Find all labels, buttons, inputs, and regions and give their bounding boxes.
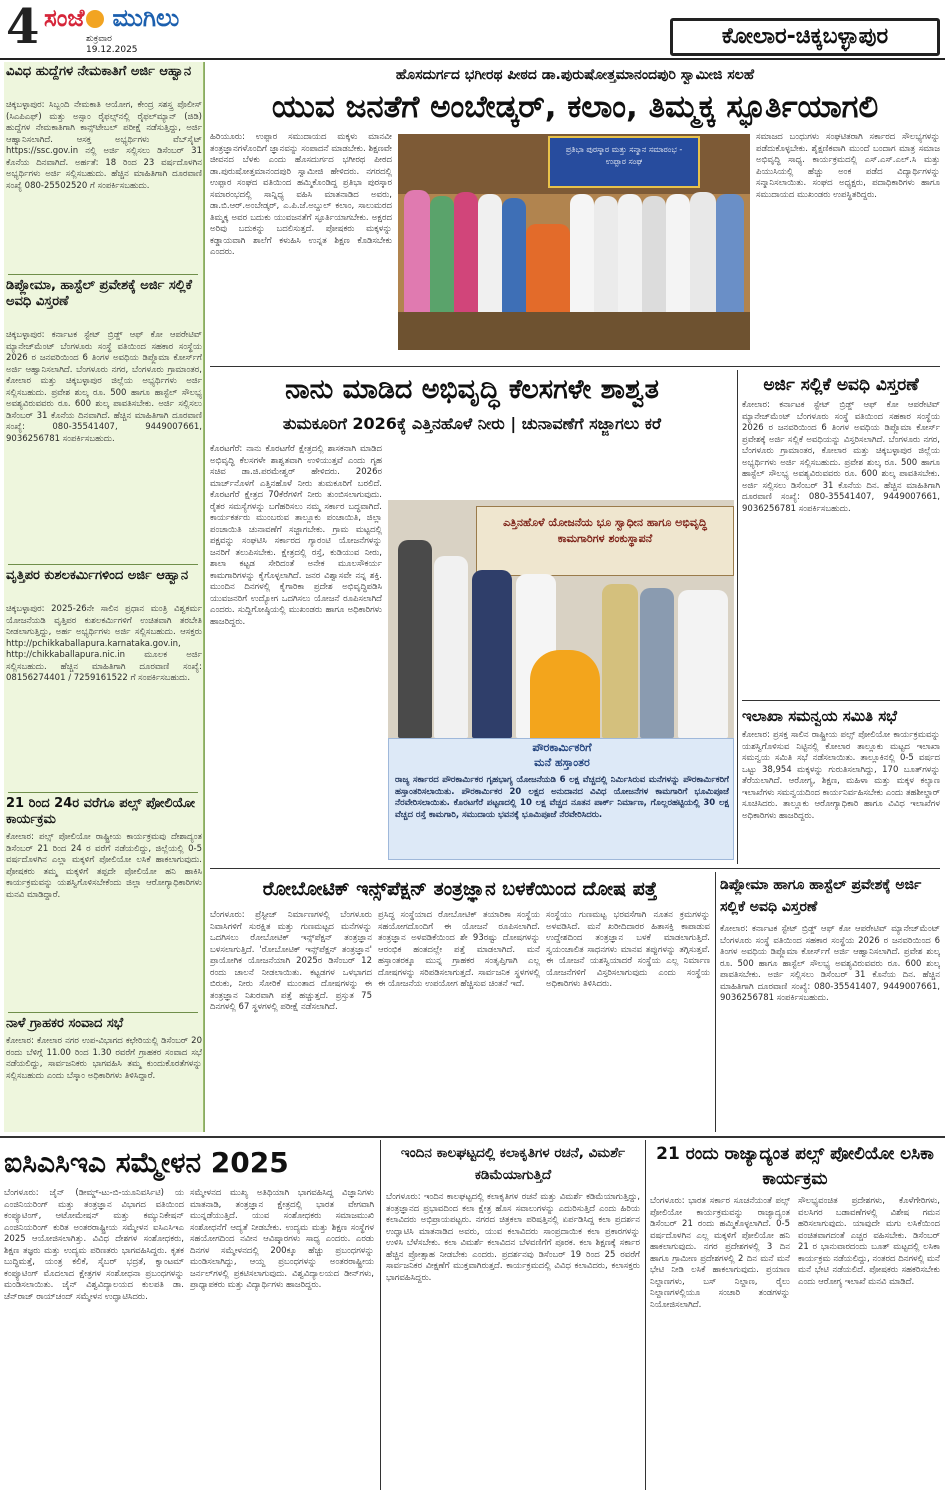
photo-person xyxy=(454,192,478,314)
article2-photo xyxy=(388,500,734,738)
column-divider xyxy=(715,872,716,1132)
article6-body: ಕೋಲಾರ: ಕರ್ನಾಟಕ ಸ್ಟೇಟ್ ಬ್ರಿಡ್ಜ್ ಆಫ್ ಕೋ ಆಪರೇಟಿವ್ ಮ್ಯಾನೇಜ್‌ಮೆಂಟ್ ಬೆಂಗಳೂರು ಸಂಸ್ಥೆ ವತಿಯಿಂದ ಸಹಕಾರ ಸಂಸ್ಥೆಯ 2026 ರ ಜನವರಿಯಿಂದ 6 ತಿಂಗಳ ಅವಧಿಯ ಡಿಪ್ಲೊಮಾ ಕೋರ್ಸ್‌ಗೆ ಅರ್ಜಿ ಆಹ್ವಾನಿಸಲಾಗಿದೆ. ಪ್ರವೇಶ ಶುಲ್ಕ ರೂ. 500 ಹಾಗೂ ಹಾಸ್ಟೆಲ್ ಸೌಲಭ್ಯ ಅವಶ್ಯವಿರುವವರು ರೂ. 600 ಶುಲ್ಕ ಪಾವತಿಸಬೇಕು. ಅರ್ಜಿ ಸಲ್ಲಿಸಲು ಡಿಸೆಂಬರ್ 31 ಕೊನೆಯ ದಿನ. ಹೆಚ್ಚಿನ ಮಾಹಿತಿಗಾಗಿ ದೂರವಾಣಿ ಸಂಖ್ಯೆ: 080-35541407, 9449007661, 9036256781 ಸಂಪರ್ಕಿಸಬಹುದು. xyxy=(720,924,940,1003)
article1-headline: ಯುವ ಜನತೆಗೆ ಅಂಬೇಡ್ಕರ್, ಕಲಾಂ, ತಿಮ್ಮಕ್ಕ ಸ್ಫೂರ್ತಿಯಾಗಲಿ xyxy=(271,89,879,125)
newspaper-logo xyxy=(44,2,244,36)
article4-headline: ಇಲಾಖಾ ಸಮನ್ವಯ ಸಮಿತಿ ಸಭೆ xyxy=(742,707,898,725)
article-divider xyxy=(210,366,940,367)
rail-news3-headline: ವೃತ್ತಿಪರ ಕುಶಲಕರ್ಮಿಗಳಿಂದ ಅರ್ಜಿ ಆಹ್ವಾನ xyxy=(6,568,189,583)
lamp-garland xyxy=(530,650,600,738)
article4-body: ಕೋಲಾರ: ಪ್ರಸಕ್ತ ಸಾಲಿನ ರಾಷ್ಟ್ರೀಯ ಪಲ್ಸ್ ಪೋಲಿಯೋ ಕಾರ್ಯಕ್ರಮವನ್ನು ಯಶಸ್ವಿಗೊಳಿಸುವ ನಿಟ್ಟಿನಲ್ಲಿ ಕೋಲಾರ ತಾಲ್ಲೂಕು ಮಟ್ಟದ ಇಲಾಖಾ ಸಮನ್ವಯ ಸಮಿತಿ ಸಭೆ ನಡೆಸಲಾಯಿತು. ತಾಲ್ಲೂಕಿನಲ್ಲಿ 0-5 ವರ್ಷದ ಒಟ್ಟು 38,954 ಮಕ್ಕಳನ್ನು ಗುರುತಿಸಲಾಗಿದ್ದು, 170 ಬೂತ್‌ಗಳನ್ನು ತೆರೆಯಲಾಗಿದೆ. ಆರೋಗ್ಯ, ಶಿಕ್ಷಣ, ಮಹಿಳಾ ಮತ್ತು ಮಕ್ಕಳ ಕಲ್ಯಾಣ ಇಲಾಖೆಗಳು ಸಮನ್ವಯದಿಂದ ಕಾರ್ಯನಿರ್ವಹಿಸಬೇಕು ಎಂದು ತಹಶೀಲ್ದಾರ್ ಸೂಚಿಸಿದರು. ತಾಲ್ಲೂಕು ಆರೋಗ್ಯಾಧಿಕಾರಿ ಹಾಗೂ ವಿವಿಧ ಇಲಾಖೆಗಳ ಅಧಿಕಾರಿಗಳು ಹಾಜರಿದ್ದರು. xyxy=(742,730,940,821)
callout-title: ಪೌರಕಾರ್ಮಿಕರಿಗೆ xyxy=(532,741,592,754)
page-number: 4 xyxy=(6,2,40,52)
issue-date: 19.12.2025 xyxy=(86,45,138,55)
section-divider xyxy=(0,1136,945,1138)
article7-column1: ಬೆಂಗಳೂರು: ಜೈನ್ (ಡೀಮ್ಡ್-ಟು-ಬಿ-ಯೂನಿವರ್ಸಿಟಿ) ಯ ಎಂಜಿನಿಯರಿಂಗ್ ಮತ್ತು ತಂತ್ರಜ್ಞಾನ ವಿಭಾಗದ ವತಿಯಿಂದ ಕಂಪ್ಯೂಟಿಂಗ್, ಆಟೋಮೇಷನ್ ಮತ್ತು ಕಮ್ಯುನಿಕೇಷನ್ ಎಂಜಿನಿಯರಿಂಗ್ ಕುರಿತ ಅಂತರರಾಷ್ಟ್ರೀಯ ಸಮ್ಮೇಳನ ಐಸಿಎಸಿಇಎ 2025 ಆಯೋಜಿಸಲಾಗಿತ್ತು. ವಿವಿಧ ದೇಶಗಳ ಸಂಶೋಧಕರು, ಶಿಕ್ಷಣ ತಜ್ಞರು ಮತ್ತು ಉದ್ಯಮ ಪರಿಣತರು ಭಾಗವಹಿಸಿದ್ದರು. ಕೃತಕ ಬುದ್ಧಿಮತ್ತೆ, ಯಂತ್ರ ಕಲಿಕೆ, ಸೈಬರ್ ಭದ್ರತೆ, ಕ್ವಾಂಟಮ್ ಕಂಪ್ಯೂಟಿಂಗ್ ಮೊದಲಾದ ಕ್ಷೇತ್ರಗಳ ಸಂಶೋಧನಾ ಪ್ರಬಂಧಗಳನ್ನು ಮಂಡಿಸಲಾಯಿತು. ಜೈನ್ ವಿಶ್ವವಿದ್ಯಾಲಯದ ಕುಲಪತಿ ಡಾ. ಚೆನ್‌ರಾಜ್ ರಾಯ್‌ಚಂದ್ ಸಮ್ಮೇಳನ ಉದ್ಘಾಟಿಸಿದರು. xyxy=(4,1188,184,1302)
article5-column2: ಪ್ರಸಿದ್ಧ ಸಂಸ್ಥೆಯಾದ ರೋಬೋಟಿಕ್ ತಯಾರಿಕಾ ಸಂಸ್ಥೆಯ ಸಹಯೋಗದೊಂದಿಗೆ ಈ ಯೋಜನೆ ರೂಪಿಸಲಾಗಿದೆ. ತಂತ್ರಜ್ಞಾನ ಅಳವಡಿಕೆಯಿಂದ ಶೇ 93ರಷ್ಟು ದೋಷಗಳನ್ನು ಆರಂಭಿಕ ಹಂತದಲ್ಲೇ ಪತ್ತೆ ಮಾಡಲಾಗಿದೆ. ಮನೆ ಹಸ್ತಾಂತರಕ್ಕೂ ಮುನ್ನ ಗ್ರಾಹಕರ ಸಂತೃಪ್ತಿಗಾಗಿ ಎಲ್ಲ ದೋಷಗಳನ್ನು ಸರಿಪಡಿಸಲಾಗುತ್ತದೆ. ಸಾರ್ವಜನಿಕ ಸ್ಥಳಗಳಲ್ಲಿ ಈ ಯೋಜನೆಯ ಉಪಯೋಗ ಹೆಚ್ಚಿಸುವ ಚಿಂತನೆ ಇದೆ. xyxy=(378,910,540,989)
article5-column3: ಸಂಸ್ಥೆಯು ಗುಣಮಟ್ಟ ಭರವಸೆಗಾಗಿ ನೂತನ ಕ್ರಮಗಳನ್ನು ಅಳವಡಿಸಿದೆ. ಮನೆ ಖರೀದಿದಾರರ ಹಿತಾಸಕ್ತಿ ಕಾಪಾಡುವ ಉದ್ದೇಶದಿಂದ ತಂತ್ರಜ್ಞಾನ ಬಳಕೆ ಮಾಡಲಾಗುತ್ತಿದೆ. ಸ್ವಯಂಚಾಲಿತ ಸಾಧನಗಳು ಮಾನವ ತಪ್ಪುಗಳನ್ನು ತಗ್ಗಿಸುತ್ತವೆ. ಈ ಯೋಜನೆ ಯಶಸ್ವಿಯಾದರೆ ಸಂಸ್ಥೆಯ ಎಲ್ಲ ನಿರ್ಮಾಣ ಯೋಜನೆಗಳಿಗೆ ವಿಸ್ತರಿಸಲಾಗುವುದು ಎಂದು ಸಂಸ್ಥೆಯ ಅಧಿಕಾರಿಗಳು ತಿಳಿಸಿದರು. xyxy=(546,910,710,989)
column-divider xyxy=(737,370,738,864)
rail-news3-body: ಚಿಕ್ಕಬಳ್ಳಾಪುರ: 2025-26ನೇ ಸಾಲಿನ ಪ್ರಧಾನ ಮಂತ್ರಿ ವಿಶ್ವಕರ್ಮ ಯೋಜನೆಯಡಿ ವೃತ್ತಿಪರ ಕುಶಲಕರ್ಮಿಗಳಿಗೆ ಉಚಿತವಾಗಿ ತರಬೇತಿ ನೀಡಲಾಗುತ್ತಿದ್ದು, ಅರ್ಹ ಅಭ್ಯರ್ಥಿಗಳು ಅರ್ಜಿ ಸಲ್ಲಿಸಬಹುದು. ಆಸಕ್ತರು http://pchikkaballapura.karnataka.gov.in, http://chikkaballapura.nic.in ಮೂಲಕ ಅರ್ಜಿ ಸಲ್ಲಿಸಬಹುದು. ಹೆಚ್ಚಿನ ಮಾಹಿತಿಗಾಗಿ ದೂರವಾಣಿ ಸಂಖ್ಯೆ: 08156274401 / 7259161522 ಗೆ ಸಂಪರ್ಕಿಸಬಹುದು. xyxy=(6,604,202,683)
article5-headline: ರೋಬೋಟಿಕ್ ಇನ್ಸ್‌ಪೆಕ್ಷನ್ ತಂತ್ರಜ್ಞಾನ ಬಳಕೆಯಿಂದ ದೋಷ ಪತ್ತೆ xyxy=(262,878,658,900)
article3-body: ಕೋಲಾರ: ಕರ್ನಾಟಕ ಸ್ಟೇಟ್ ಬ್ರಿಡ್ಜ್ ಆಫ್ ಕೋ ಆಪರೇಟಿವ್ ಮ್ಯಾನೇಜ್‌ಮೆಂಟ್ ಬೆಂಗಳೂರು ಸಂಸ್ಥೆ ವತಿಯಿಂದ ಸಹಕಾರ ಸಂಸ್ಥೆಯ 2026 ರ ಜನವರಿಯಿಂದ 6 ತಿಂಗಳ ಅವಧಿಯ ಡಿಪ್ಲೊಮಾ ಕೋರ್ಸ್ ಪ್ರವೇಶಕ್ಕೆ ಅರ್ಜಿ ಸಲ್ಲಿಕೆ ಅವಧಿಯನ್ನು ವಿಸ್ತರಿಸಲಾಗಿದೆ. ಬೆಂಗಳೂರು ನಗರ, ಬೆಂಗಳೂರು ಗ್ರಾಮಾಂತರ, ಕೋಲಾರ ಮತ್ತು ಚಿಕ್ಕಬಳ್ಳಾಪುರ ಜಿಲ್ಲೆಯ ಅಭ್ಯರ್ಥಿಗಳು ಅರ್ಜಿ ಸಲ್ಲಿಸಬಹುದು. ಪ್ರವೇಶ ಶುಲ್ಕ ರೂ. 500 ಹಾಗೂ ಹಾಸ್ಟೆಲ್ ಸೌಲಭ್ಯ ಅವಶ್ಯವಿರುವವರು ರೂ. 600 ಶುಲ್ಕ ಪಾವತಿಸಬೇಕು. ಅರ್ಜಿ ಸಲ್ಲಿಸಲು ಡಿಸೆಂಬರ್ 31 ಕೊನೆಯ ದಿನ. ಹೆಚ್ಚಿನ ಮಾಹಿತಿಗಾಗಿ ದೂರವಾಣಿ ಸಂಖ್ಯೆ: 080-35541407, 9449007661, 9036256781 ಸಂಪರ್ಕಿಸಬಹುದು. xyxy=(742,400,940,514)
article1-column4: ಸಮಾಜದ ಬಂಧುಗಳು ಸಂಘಟಿತರಾಗಿ ಸರ್ಕಾರದ ಸೌಲಭ್ಯಗಳನ್ನು ಪಡೆದುಕೊಳ್ಳಬೇಕು. ಶೈಕ್ಷಣಿಕವಾಗಿ ಮುಂದೆ ಬಂದಾಗ ಮಾತ್ರ ಸಮಾಜ ಅಭಿವೃದ್ಧಿ ಸಾಧ್ಯ. ಕಾರ್ಯಕ್ರಮದಲ್ಲಿ ಎಸ್.ಎಸ್.ಎಲ್.ಸಿ ಮತ್ತು ಪಿಯುಸಿಯಲ್ಲಿ ಹೆಚ್ಚು ಅಂಕ ಪಡೆದ ವಿದ್ಯಾರ್ಥಿಗಳನ್ನು ಸನ್ಮಾನಿಸಲಾಯಿತು. ಸಂಘದ ಅಧ್ಯಕ್ಷರು, ಪದಾಧಿಕಾರಿಗಳು ಹಾಗೂ ಸಮುದಾಯದ ಮುಖಂಡರು ಉಪಸ್ಥಿತರಿದ್ದರು. xyxy=(756,132,940,200)
photo-person xyxy=(716,194,744,314)
photo-person xyxy=(666,194,690,314)
column-divider xyxy=(380,1140,381,1490)
rail-news4-body: ಕೋಲಾರ: ಪಲ್ಸ್ ಪೋಲಿಯೋ ರಾಷ್ಟ್ರೀಯ ಕಾರ್ಯಕ್ರಮವು ದೇಶಾದ್ಯಂತ ಡಿಸೆಂಬರ್ 21 ರಿಂದ 24 ರ ವರೆಗೆ ನಡೆಯಲಿದ್ದು, ಜಿಲ್ಲೆಯಲ್ಲಿ 0-5 ವರ್ಷದೊಳಗಿನ ಎಲ್ಲಾ ಮಕ್ಕಳಿಗೆ ಪೋಲಿಯೋ ಲಸಿಕೆ ಹಾಕಲಾಗುವುದು. ಪೋಷಕರು ತಮ್ಮ ಮಕ್ಕಳಿಗೆ ತಪ್ಪದೇ ಪೋಲಿಯೋ ಹನಿ ಹಾಕಿಸಿ ಕಾರ್ಯಕ್ರಮವನ್ನು ಯಶಸ್ವಿಗೊಳಿಸಬೇಕೆಂದು ಜಿಲ್ಲಾ ಆರೋಗ್ಯಾಧಿಕಾರಿಗಳು ಮನವಿ ಮಾಡಿದ್ದಾರೆ. xyxy=(6,832,202,900)
sun-icon xyxy=(86,10,104,28)
rail-news4-headline: 21 ರಿಂದ 24ರ ವರೆಗೂ ಪಲ್ಸ್ ಪೋಲಿಯೋ ಕಾರ್ಯಕ್ರಮ xyxy=(6,796,196,827)
article-divider xyxy=(742,700,940,701)
photo-person xyxy=(690,192,716,314)
brand-part2: ಮುಗಿಲು xyxy=(112,4,180,32)
left-rail-divider xyxy=(204,62,205,1132)
photo-person xyxy=(570,194,594,314)
rail-separator xyxy=(8,274,198,275)
rail-news2-headline: ಡಿಪ್ಲೋಮಾ, ಹಾಸ್ಟೆಲ್ ಪ್ರವೇಶಕ್ಕೆ ಅರ್ಜಿ ಸಲ್ಲಿಕೆ ಅವಧಿ ವಿಸ್ತರಣೆ xyxy=(6,278,192,309)
article3-headline: ಅರ್ಜಿ ಸಲ್ಲಿಕೆ ಅವಧಿ ವಿಸ್ತರಣೆ xyxy=(763,375,919,395)
callout-body: ರಾಜ್ಯ ಸರ್ಕಾರದ ಪೌರಕಾರ್ಮಿಕರ ಗೃಹಭಾಗ್ಯ ಯೋಜನೆಯಡಿ 6 ಲಕ್ಷ ವೆಚ್ಚದಲ್ಲಿ ನಿರ್ಮಿಸಿರುವ ಮನೆಗಳನ್ನು ಪೌರಕಾರ್ಮಿಕರಿಗೆ ಹಸ್ತಾಂತರಿಸಲಾಯಿತು. ಪೌರಕಾರ್ಮಿಕರ 20 ಲಕ್ಷದ ಅನುದಾನದ ವಿವಿಧ ಯೋಜನೆಗಳ ಕಾಮಗಾರಿಗೆ ಭೂಮಿಪೂಜೆ ನೆರವೇರಿಸಲಾಯಿತು. ಕೊರಟಗೆರೆ ಪಟ್ಟಣದಲ್ಲಿ 10 ಲಕ್ಷ ವೆಚ್ಚದ ನೂತನ ಪಾರ್ಕ್ ನಿರ್ಮಾಣ, ಗೊಲ್ಲರಹಟ್ಟಿಯಲ್ಲಿ 30 ಲಕ್ಷ ವೆಚ್ಚದ ರಸ್ತೆ ಕಾಮಗಾರಿ, ಸಮುದಾಯ ಭವನಕ್ಕೆ ಭೂಮಿಪೂಜೆ ನೆರವೇರಿಸಿದರು. xyxy=(395,775,729,820)
rail-news2-body: ಚಿಕ್ಕಬಳ್ಳಾಪುರ: ಕರ್ನಾಟಕ ಸ್ಟೇಟ್ ಬ್ರಿಡ್ಜ್ ಆಫ್ ಕೋ ಆಪರೇಟಿವ್ ಮ್ಯಾನೇಜ್‌ಮೆಂಟ್ ಬೆಂಗಳೂರು ಸಂಸ್ಥೆ ವತಿಯಿಂದ ಸಹಕಾರ ಸಂಸ್ಥೆಯ 2026 ರ ಜನವರಿಯಿಂದ 6 ತಿಂಗಳ ಅವಧಿಯ ಡಿಪ್ಲೊಮಾ ಕೋರ್ಸ್‌ಗೆ ಅರ್ಜಿ ಆಹ್ವಾನಿಸಲಾಗಿದೆ. ಬೆಂಗಳೂರು ನಗರ, ಬೆಂಗಳೂರು ಗ್ರಾಮಾಂತರ, ಕೋಲಾರ ಮತ್ತು ಚಿಕ್ಕಬಳ್ಳಾಪುರ ಜಿಲ್ಲೆಯ ಅಭ್ಯರ್ಥಿಗಳು ಅರ್ಜಿ ಸಲ್ಲಿಸಬಹುದು. ಪ್ರವೇಶ ಶುಲ್ಕ ರೂ. 500 ಹಾಗೂ ಹಾಸ್ಟೆಲ್ ಸೌಲಭ್ಯ ಅವಶ್ಯವಿರುವವರು ರೂ. 600 ಶುಲ್ಕ ಪಾವತಿಸಬೇಕು. ಅರ್ಜಿ ಸಲ್ಲಿಸಲು ಡಿಸೆಂಬರ್ 31 ಕೊನೆಯ ದಿನವಾಗಿದೆ. ಹೆಚ್ಚಿನ ಮಾಹಿತಿಗಾಗಿ ದೂರವಾಣಿ ಸಂಖ್ಯೆ: 080-35541407, 9449007661, 9036256781 ಸಂಪರ್ಕಿಸಬಹುದು. xyxy=(6,330,202,444)
photo-banner: ಪ್ರತಿಭಾ ಪುರಸ್ಕಾರ ಮತ್ತು ಸನ್ಮಾನ ಸಮಾರಂಭ - ಉಪ್ಪಾರ ಸಂಘ xyxy=(548,136,700,188)
article-divider xyxy=(210,868,940,869)
article2-headline: ನಾನು ಮಾಡಿದ ಅಭಿವೃದ್ಧಿ ಕೆಲಸಗಳೇ ಶಾಶ್ವತ xyxy=(285,374,659,405)
rail-news1-headline: ವಿವಿಧ ಹುದ್ದೆಗಳ ನೇಮಕಾತಿಗೆ ಅರ್ಜಿ ಆಹ್ವಾನ xyxy=(6,64,192,79)
rail-news5-headline: ನಾಳೆ ಗ್ರಾಹಕರ ಸಂವಾದ ಸಭೆ xyxy=(6,1016,124,1031)
rail-news5-body: ಕೋಲಾರ: ಕೋಲಾರ ನಗರ ಉಪ-ವಿಭಾಗದ ಕಛೇರಿಯಲ್ಲಿ ಡಿಸೆಂಬರ್ 20 ರಂದು ಬೆಳಿಗ್ಗೆ 11.00 ರಿಂದ 1.30 ರವರೆಗೆ ಗ್ರಾಹಕರ ಸಂವಾದ ಸಭೆ ನಡೆಯಲಿದ್ದು, ಸಾರ್ವಜನಿಕರು ಭಾಗವಹಿಸಿ ತಮ್ಮ ಕುಂದುಕೊರತೆಗಳನ್ನು ಸಲ್ಲಿಸಬಹುದು ಎಂದು ಬೆಸ್ಕಾಂ ಅಧಿಕಾರಿಗಳು ತಿಳಿಸಿದ್ದಾರೆ. xyxy=(6,1036,202,1081)
article2-column1: ಕೊರಟಗೆರೆ: ನಾನು ಕೊರಟಗೆರೆ ಕ್ಷೇತ್ರದಲ್ಲಿ ಶಾಸಕನಾಗಿ ಮಾಡಿದ ಅಭಿವೃದ್ಧಿ ಕೆಲಸಗಳೇ ಶಾಶ್ವತವಾಗಿ ಉಳಿಯುತ್ತವೆ ಎಂದು ಗೃಹ ಸಚಿವ ಡಾ.ಜಿ.ಪರಮೇಶ್ವರ್ ಹೇಳಿದರು. 2026ರ ಮಾರ್ಚ್‌ನೊಳಗೆ ಎತ್ತಿನಹೊಳೆ ನೀರು ತುಮಕೂರಿಗೆ ಬರಲಿದೆ. ಕೊರಟಗೆರೆ ಕ್ಷೇತ್ರದ 70ಕೆರೆಗಳಿಗೆ ನೀರು ತುಂಬಿಸಲಾಗುವುದು. ರೈತರ ಸಮಸ್ಯೆಗಳನ್ನು ಬಗೆಹರಿಸಲು ನಮ್ಮ ಸರ್ಕಾರ ಬದ್ಧವಾಗಿದೆ. ಕಾರ್ಯಕರ್ತರು ಮುಂಬರುವ ತಾಲ್ಲೂಕು ಪಂಚಾಯಿತಿ, ಜಿಲ್ಲಾ ಪಂಚಾಯಿತಿ ಚುನಾವಣೆಗೆ ಸಜ್ಜಾಗಬೇಕು. ಗ್ರಾಮ ಮಟ್ಟದಲ್ಲಿ ಪಕ್ಷವನ್ನು ಸಂಘಟಿಸಿ ಸರ್ಕಾರದ ಗ್ಯಾರಂಟಿ ಯೋಜನೆಗಳನ್ನು ಜನರಿಗೆ ತಲುಪಿಸಬೇಕು. ಕ್ಷೇತ್ರದಲ್ಲಿ ರಸ್ತೆ, ಕುಡಿಯುವ ನೀರು, ಶಾಲಾ ಕಟ್ಟಡ ಸೇರಿದಂತೆ ಅನೇಕ ಮೂಲಸೌಕರ್ಯ ಕಾಮಗಾರಿಗಳನ್ನು ಕೈಗೊಳ್ಳಲಾಗಿದೆ. ಜನರ ವಿಶ್ವಾಸವೇ ನನ್ನ ಶಕ್ತಿ. ಮುಂದಿನ ದಿನಗಳಲ್ಲಿ ಕೈಗಾರಿಕಾ ಪ್ರದೇಶ ಅಭಿವೃದ್ಧಿಪಡಿಸಿ ಯುವಜನರಿಗೆ ಉದ್ಯೋಗ ಒದಗಿಸಲು ಯೋಜನೆ ರೂಪಿಸಲಾಗಿದೆ ಎಂದರು. ಸುದ್ದಿಗೋಷ್ಠಿಯಲ್ಲಿ ಮುಖಂಡರು ಹಾಗೂ ಅಧಿಕಾರಿಗಳು ಹಾಜರಿದ್ದರು. xyxy=(210,444,382,627)
photo-person xyxy=(404,190,430,314)
masthead-divider xyxy=(0,58,945,60)
rail-separator xyxy=(8,1012,198,1013)
article9-headline: 21 ರಂದು ರಾಜ್ಯಾದ್ಯಂತ ಪಲ್ಸ್ ಪೋಲಿಯೋ ಲಸಿಕಾ ಕಾರ್ಯಕ್ರಮ xyxy=(656,1144,934,1189)
photo-caption-strip xyxy=(398,354,750,362)
article7-column2: ಸಮ್ಮೇಳನದ ಮುಖ್ಯ ಅತಿಥಿಯಾಗಿ ಭಾಗವಹಿಸಿದ್ದ ವಿಜ್ಞಾನಿಗಳು ಮಾತನಾಡಿ, ತಂತ್ರಜ್ಞಾನ ಕ್ಷೇತ್ರದಲ್ಲಿ ಭಾರತ ವೇಗವಾಗಿ ಮುನ್ನಡೆಯುತ್ತಿದೆ. ಯುವ ಸಂಶೋಧಕರು ಸಮಾಜಮುಖಿ ಸಂಶೋಧನೆಗೆ ಆದ್ಯತೆ ನೀಡಬೇಕು. ಉದ್ಯಮ ಮತ್ತು ಶಿಕ್ಷಣ ಸಂಸ್ಥೆಗಳ ಸಹಯೋಗದಿಂದ ನವೀನ ಆವಿಷ್ಕಾರಗಳು ಸಾಧ್ಯ ಎಂದರು. ಎರಡು ದಿನಗಳ ಸಮ್ಮೇಳನದಲ್ಲಿ 200ಕ್ಕೂ ಹೆಚ್ಚು ಪ್ರಬಂಧಗಳನ್ನು ಮಂಡಿಸಲಾಗಿದ್ದು, ಆಯ್ದ ಪ್ರಬಂಧಗಳನ್ನು ಅಂತರರಾಷ್ಟ್ರೀಯ ಜರ್ನಲ್‌ಗಳಲ್ಲಿ ಪ್ರಕಟಿಸಲಾಗುವುದು. ವಿಶ್ವವಿದ್ಯಾಲಯದ ಡೀನ್‌ಗಳು, ಪ್ರಾಧ್ಯಾಪಕರು ಮತ್ತು ವಿದ್ಯಾರ್ಥಿಗಳು ಹಾಜರಿದ್ದರು. xyxy=(190,1188,374,1290)
photo-person xyxy=(618,194,642,314)
photo-person xyxy=(478,194,502,314)
article7-headline: ಐಸಿಎಸಿಇಎ ಸಮ್ಮೇಳನ 2025 xyxy=(4,1146,289,1179)
article9-column2: ಸೌಲಭ್ಯವಂಚಿತ ಪ್ರದೇಶಗಳು, ಕೊಳೆಗೇರಿಗಳು, ವಲಸಿಗರ ಬಡಾವಣೆಗಳಲ್ಲಿ ವಿಶೇಷ ಗಮನ ಹರಿಸಲಾಗುವುದು. ಯಾವುದೇ ಮಗು ಲಸಿಕೆಯಿಂದ ವಂಚಿತವಾಗದಂತೆ ಎಚ್ಚರ ವಹಿಸಬೇಕು. ಡಿಸೆಂಬರ್ 21 ರ ಭಾನುವಾರದಂದು ಬೂತ್ ಮಟ್ಟದಲ್ಲಿ ಲಸಿಕಾ ಕಾರ್ಯಕ್ರಮ ನಡೆಯಲಿದ್ದು, ನಂತರದ ದಿನಗಳಲ್ಲಿ ಮನೆ ಮನೆ ಭೇಟಿ ನಡೆಯಲಿದೆ. ಪೋಷಕರು ಸಹಕರಿಸಬೇಕು ಎಂದು ಆರೋಗ್ಯ ಇಲಾಖೆ ಮನವಿ ಮಾಡಿದೆ. xyxy=(798,1196,940,1287)
photo-person xyxy=(602,584,638,738)
photo-person xyxy=(678,590,728,738)
photo-person xyxy=(642,196,666,314)
article5-column1: ಬೆಂಗಳೂರು: ಪ್ರೆಸ್ಟೀಜ್ ನಿರ್ಮಾಣಗಳಲ್ಲಿ ಬೆಂಗಳೂರು ನಿವಾಸಿಗಳಿಗೆ ಸುರಕ್ಷಿತ ಮತ್ತು ಗುಣಮಟ್ಟದ ಮನೆಗಳನ್ನು ಒದಗಿಸಲು ರೋಬೋಟಿಕ್ ಇನ್ಸ್‌ಪೆಕ್ಷನ್ ತಂತ್ರಜ್ಞಾನ ಬಳಸಲಾಗುತ್ತಿದೆ. 'ರೋಬೋಟಿಕ್ ಇನ್ಸ್‌ಪೆಕ್ಷನ್ ತಂತ್ರಜ್ಞಾನ' ಪ್ರಾಯೋಗಿಕ ಯೋಜನೆಯಾಗಿ 2025ರ ಡಿಸೆಂಬರ್ 12 ರಂದು ಚಾಲನೆ ನೀಡಲಾಯಿತು. ಕಟ್ಟಡಗಳ ಒಳಭಾಗದ ಬಿರುಕು, ನೀರು ಸೋರಿಕೆ ಮುಂತಾದ ದೋಷಗಳನ್ನು ಈ ತಂತ್ರಜ್ಞಾನ ನಿಖರವಾಗಿ ಪತ್ತೆ ಹಚ್ಚುತ್ತದೆ. ಪ್ರಸ್ತುತ 75 ದಿನಗಳಲ್ಲಿ 67 ಸ್ಥಳಗಳಲ್ಲಿ ಪರೀಕ್ಷೆ ನಡೆಸಲಾಗಿದೆ. xyxy=(210,910,372,1012)
photo-person xyxy=(472,570,512,738)
column-divider xyxy=(645,1140,646,1490)
photo-person xyxy=(430,196,454,314)
article2-subhead: ತುಮಕೂರಿಗೆ 2026ಕ್ಕೆ ಎತ್ತಿನಹೊಳೆ ನೀರು | ಚುನಾವಣೆಗೆ ಸಜ್ಜಾಗಲು ಕರೆ xyxy=(282,414,662,433)
article6-headline: ಡಿಪ್ಲೋಮಾ ಹಾಗೂ ಹಾಸ್ಟೆಲ್ ಪ್ರವೇಶಕ್ಕೆ ಅರ್ಜಿ ಸಲ್ಲಿಕೆ ಅವಧಿ ವಿಸ್ತರಣೆ xyxy=(720,877,922,915)
article8-body: ಬೆಂಗಳೂರು: ಇಂದಿನ ಕಾಲಘಟ್ಟದಲ್ಲಿ ಕಲಾಕೃತಿಗಳ ರಚನೆ ಮತ್ತು ವಿಮರ್ಶೆ ಕಡಿಮೆಯಾಗುತ್ತಿದ್ದು, ತಂತ್ರಜ್ಞಾನದ ಪ್ರಭಾವದಿಂದ ಕಲಾ ಕ್ಷೇತ್ರ ಹೊಸ ಸವಾಲುಗಳನ್ನು ಎದುರಿಸುತ್ತಿದೆ ಎಂದು ಹಿರಿಯ ಕಲಾವಿದರು ಅಭಿಪ್ರಾಯಪಟ್ಟರು. ನಗರದ ಚಿತ್ರಕಲಾ ಪರಿಷತ್ತಿನಲ್ಲಿ ಏರ್ಪಡಿಸಿದ್ದ ಕಲಾ ಪ್ರದರ್ಶನ ಉದ್ಘಾಟಿಸಿ ಮಾತನಾಡಿದ ಅವರು, ಯುವ ಕಲಾವಿದರು ಸಾಂಪ್ರದಾಯಿಕ ಕಲಾ ಪ್ರಕಾರಗಳನ್ನು ಉಳಿಸಿ ಬೆಳೆಸಬೇಕು. ಕಲಾ ವಿಮರ್ಶೆ ಕಲಾವಿದನ ಬೆಳವಣಿಗೆಗೆ ಪೂರಕ. ಕಲಾ ಶಿಕ್ಷಣಕ್ಕೆ ಸರ್ಕಾರ ಹೆಚ್ಚಿನ ಪ್ರೋತ್ಸಾಹ ನೀಡಬೇಕು ಎಂದರು. ಪ್ರದರ್ಶನವು ಡಿಸೆಂಬರ್ 19 ರಿಂದ 25 ರವರೆಗೆ ಸಾರ್ವಜನಿಕರ ವೀಕ್ಷಣೆಗೆ ಮುಕ್ತವಾಗಿರುತ್ತದೆ. ಕಾರ್ಯಕ್ರಮದಲ್ಲಿ ವಿವಿಧ ಕಲಾವಿದರು, ಕಲಾಸಕ್ತರು ಭಾಗವಹಿಸಿದ್ದರು. xyxy=(386,1192,640,1283)
issue-day: ಶುಕ್ರವಾರ xyxy=(86,34,112,44)
article1-photo xyxy=(398,134,750,350)
rail-news1-body: ಚಿಕ್ಕಬಳ್ಳಾಪುರ: ಸಿಬ್ಬಂದಿ ನೇಮಕಾತಿ ಆಯೋಗ, ಕೇಂದ್ರ ಸಶಸ್ತ್ರ ಪೊಲೀಸ್ (ಸಿಎಪಿಎಫ್) ಮತ್ತು ಅಸ್ಸಾಂ ರೈಫಲ್ಸ್‌ನಲ್ಲಿ ರೈಫಲ್‌ಮ್ಯಾನ್ (ಜಿಡಿ) ಹುದ್ದೆಗಳ ನೇಮಕಾತಿಗಾಗಿ ಕಾನ್ಸ್‌ಟೇಬಲ್ ಪರೀಕ್ಷೆ ನಡೆಸುತ್ತಿದ್ದು, ಅರ್ಜಿ ಆಹ್ವಾನಿಸಲಾಗಿದೆ. ಆಸಕ್ತ ಅಭ್ಯರ್ಥಿಗಳು ವೆಬ್‌ಸೈಟ್ https://ssc.gov.in ನಲ್ಲಿ ಅರ್ಜಿ ಸಲ್ಲಿಸಲು ಡಿಸೆಂಬರ್ 31 ಕೊನೆಯ ದಿನವಾಗಿದೆ. ಅರ್ಹತೆ: 18 ರಿಂದ 23 ವರ್ಷದೊಳಗಿನ ಅಭ್ಯರ್ಥಿಗಳು ಅರ್ಜಿ ಸಲ್ಲಿಸಬಹುದು. ಹೆಚ್ಚಿನ ಮಾಹಿತಿಗಾಗಿ ದೂರವಾಣಿ ಸಂಖ್ಯೆ 080-25502520 ಗೆ ಸಂಪರ್ಕಿಸಬಹುದು. xyxy=(6,100,202,191)
article8-headline: ಇಂದಿನ ಕಾಲಘಟ್ಟದಲ್ಲಿ ಕಲಾಕೃತಿಗಳ ರಚನೆ, ವಿಮರ್ಶೆ ಕಡಿಮೆಯಾಗುತ್ತಿದೆ xyxy=(400,1145,626,1183)
callout-subtitle: ಮನೆ ಹಸ್ತಾಂತರ xyxy=(534,756,590,769)
photo-banner: ಎತ್ತಿನಹೊಳೆ ಯೋಜನೆಯ ಭೂ ಸ್ವಾಧೀನ ಹಾಗೂ ಅಭಿವೃದ್ಧಿ ಕಾಮಗಾರಿಗಳ ಶಂಕುಸ್ಥಾಪನೆ xyxy=(476,506,734,576)
rail-separator xyxy=(8,792,198,793)
article2-callout-box xyxy=(388,738,734,860)
photo-person xyxy=(526,224,570,314)
photo-person xyxy=(398,540,432,738)
rail-separator xyxy=(8,564,198,565)
photo-person xyxy=(434,556,468,738)
article9-column1: ಬೆಂಗಳೂರು: ಭಾರತ ಸರ್ಕಾರ ಸೂಚನೆಯಂತೆ ಪಲ್ಸ್ ಪೋಲಿಯೋ ಕಾರ್ಯಕ್ರಮವನ್ನು ರಾಜ್ಯಾದ್ಯಂತ ಡಿಸೆಂಬರ್ 21 ರಂದು ಹಮ್ಮಿಕೊಳ್ಳಲಾಗಿದೆ. 0-5 ವರ್ಷದೊಳಗಿನ ಎಲ್ಲ ಮಕ್ಕಳಿಗೆ ಪೋಲಿಯೋ ಹನಿ ಹಾಕಲಾಗುವುದು. ನಗರ ಪ್ರದೇಶಗಳಲ್ಲಿ 3 ದಿನ ಹಾಗೂ ಗ್ರಾಮೀಣ ಪ್ರದೇಶಗಳಲ್ಲಿ 2 ದಿನ ಮನೆ ಮನೆ ಭೇಟಿ ನೀಡಿ ಲಸಿಕೆ ಹಾಕಲಾಗುವುದು. ಪ್ರಯಾಣ ನಿಲ್ದಾಣಗಳು, ಬಸ್ ನಿಲ್ದಾಣ, ರೈಲು ನಿಲ್ದಾಣಗಳಲ್ಲಿಯೂ ಸಂಚಾರಿ ತಂಡಗಳನ್ನು ನಿಯೋಜಿಸಲಾಗಿದೆ. xyxy=(650,1196,790,1310)
photo-person xyxy=(502,198,526,314)
photo-floor xyxy=(398,312,750,350)
article1-column1: ಹಿರಿಯೂರು: ಉಪ್ಪಾರ ಸಮುದಾಯದ ಮಕ್ಕಳು ಮಾನವೀ ತಂತ್ರಜ್ಞಾನಗಳೊಂದಿಗೆ ಜ್ಞಾನವನ್ನು ಸಂಪಾದನೆ ಮಾಡಬೇಕು. ಶಿಕ್ಷಣವೇ ಜೀವನದ ಬೆಳಕು ಎಂದು ಹೊಸದುರ್ಗದ ಭಗೀರಥ ಪೀಠದ ಡಾ.ಪುರುಷೋತ್ತಮಾನಂದಪುರಿ ಸ್ವಾಮೀಜಿ ಹೇಳಿದರು. ನಗರದಲ್ಲಿ ಉಪ್ಪಾರ ಸಂಘದ ವತಿಯಿಂದ ಹಮ್ಮಿಕೊಂಡಿದ್ದ ಪ್ರತಿಭಾ ಪುರಸ್ಕಾರ ಸಮಾರಂಭದಲ್ಲಿ ಸಾನ್ನಿಧ್ಯ ವಹಿಸಿ ಮಾತನಾಡಿದ ಅವರು, ಡಾ.ಬಿ.ಆರ್.ಅಂಬೇಡ್ಕರ್, ಎ.ಪಿ.ಜೆ.ಅಬ್ದುಲ್ ಕಲಾಂ, ಸಾಲುಮರದ ತಿಮ್ಮಕ್ಕ ಅವರ ಬದುಕು ಯುವಜನತೆಗೆ ಸ್ಫೂರ್ತಿಯಾಗಬೇಕು. ಅಕ್ಷರದ ಅರಿವು ಬದುಕನ್ನು ಬದಲಿಸುತ್ತದೆ. ಪೋಷಕರು ಮಕ್ಕಳನ್ನು ಕಡ್ಡಾಯವಾಗಿ ಶಾಲೆಗೆ ಕಳುಹಿಸಿ ಉನ್ನತ ಶಿಕ್ಷಣ ಕೊಡಿಸಬೇಕು ಎಂದರು. xyxy=(210,132,392,257)
article1-kicker: ಹೊಸದುರ್ಗದ ಭಗೀರಥ ಪೀಠದ ಡಾ.ಪುರುಷೋತ್ತಮಾನಂದಪುರಿ ಸ್ವಾಮೀಜಿ ಸಲಹೆ xyxy=(395,67,755,83)
brand-part1: ಸಂಜೆ xyxy=(44,4,85,32)
region-label: ಕೋಲಾರ-ಚಿಕ್ಕಬಳ್ಳಾಪುರ xyxy=(670,18,940,56)
photo-person xyxy=(640,588,674,738)
photo-person xyxy=(594,196,618,314)
